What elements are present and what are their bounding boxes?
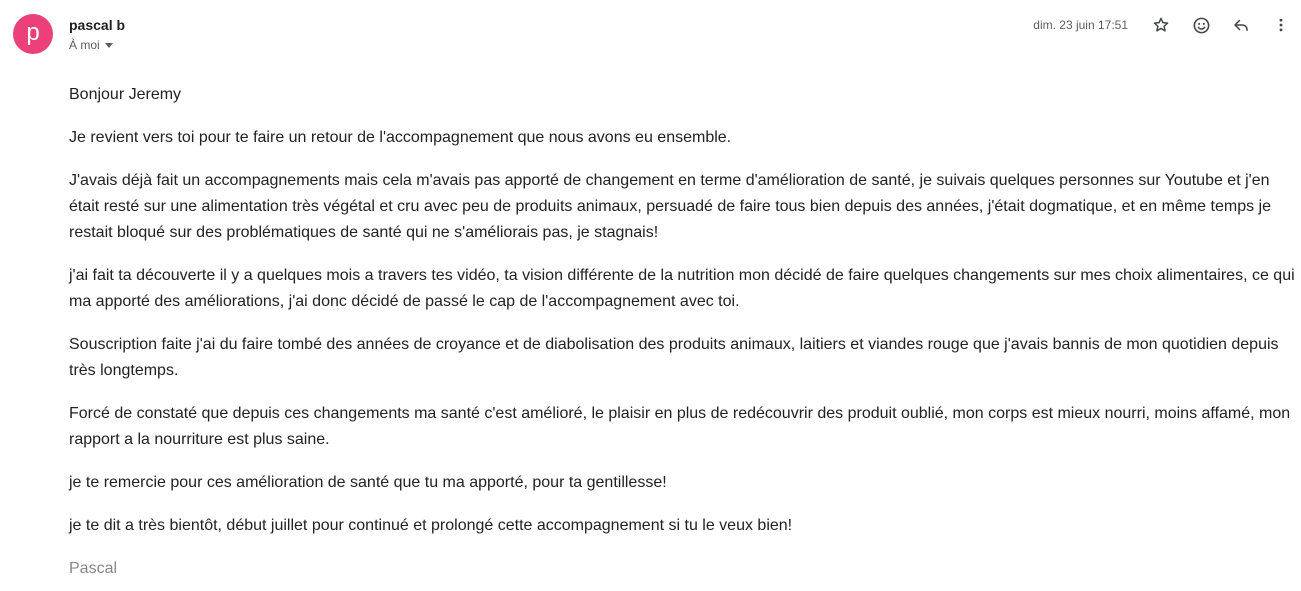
message-date: dim. 23 juin 17:51 — [1033, 18, 1128, 32]
sender-block — [69, 16, 125, 53]
star-icon — [1152, 16, 1170, 34]
reply-button[interactable] — [1221, 12, 1261, 38]
more-options-button[interactable] — [1261, 12, 1301, 38]
body-paragraph: je te remercie pour ces amélioration de santé que tu ma apporté, pour ta gentillesse! — [69, 474, 667, 491]
message-actions — [1033, 12, 1301, 38]
avatar[interactable] — [13, 14, 53, 54]
body-paragraph: Forcé de constaté que depuis ces changements ma santé c'est amélioré, le plaisir en plus de redécouvrir des produit oublié, mon corps est mieux nourri, moins affamé, mon rapport a la nourriture est plus saine. — [69, 405, 1291, 448]
star-button[interactable] — [1141, 12, 1181, 38]
body-paragraph: Bonjour Jeremy — [69, 86, 182, 103]
reply-icon — [1232, 16, 1250, 34]
body-paragraph: je te dit a très bientôt, début juillet pour continué et prolongé cette accompagnement si tu le veux bien! — [69, 517, 793, 534]
caret-down-icon — [105, 43, 113, 48]
body-paragraph: J'avais déjà fait un accompagnements mais cela m'avais pas apporté de changement en terme d'amélioration de santé, je suivais quelques personnes sur Youtube et j'en était resté sur une alimentation très végétal et cru avec peu de produits animaux, persuadé de faire tous bien depuis des années, j'était dogmatique, et en même temps je restait bloqué sur des problématiques de santé qui ne s'améliorais pas, je stagnais! — [69, 172, 1271, 241]
signature: Pascal — [69, 560, 118, 577]
avatar-letter: p — [26, 18, 40, 46]
body-paragraph: j'ai fait ta découverte il y a quelques mois a travers tes vidéo, ta vision différente de la nutrition mon décidé de faire quelques changements sur mes choix alimentaires, ce qui ma apporté des améliorations, j'ai donc décidé de passé le cap de l'accompagnement avec toi. — [69, 267, 1295, 310]
more-vert-icon — [1272, 16, 1290, 34]
recipient-details-toggle[interactable] — [69, 37, 125, 53]
body-paragraph: Je revient vers toi pour te faire un retour de l'accompagnement que nous avons eu ensemble. — [69, 129, 732, 146]
body-paragraph: Souscription faite j'ai du faire tombé des années de croyance et de diabolisation des produits animaux, laitiers et viandes rouge que j'avais bannis de mon quotidien depuis très longtemps. — [69, 336, 1279, 379]
add-reaction-button[interactable] — [1181, 12, 1221, 38]
message-body — [69, 82, 1297, 591]
emoji-icon — [1192, 16, 1211, 35]
recipient-label: À moi — [69, 38, 100, 52]
sender-name[interactable]: pascal b — [69, 17, 126, 33]
